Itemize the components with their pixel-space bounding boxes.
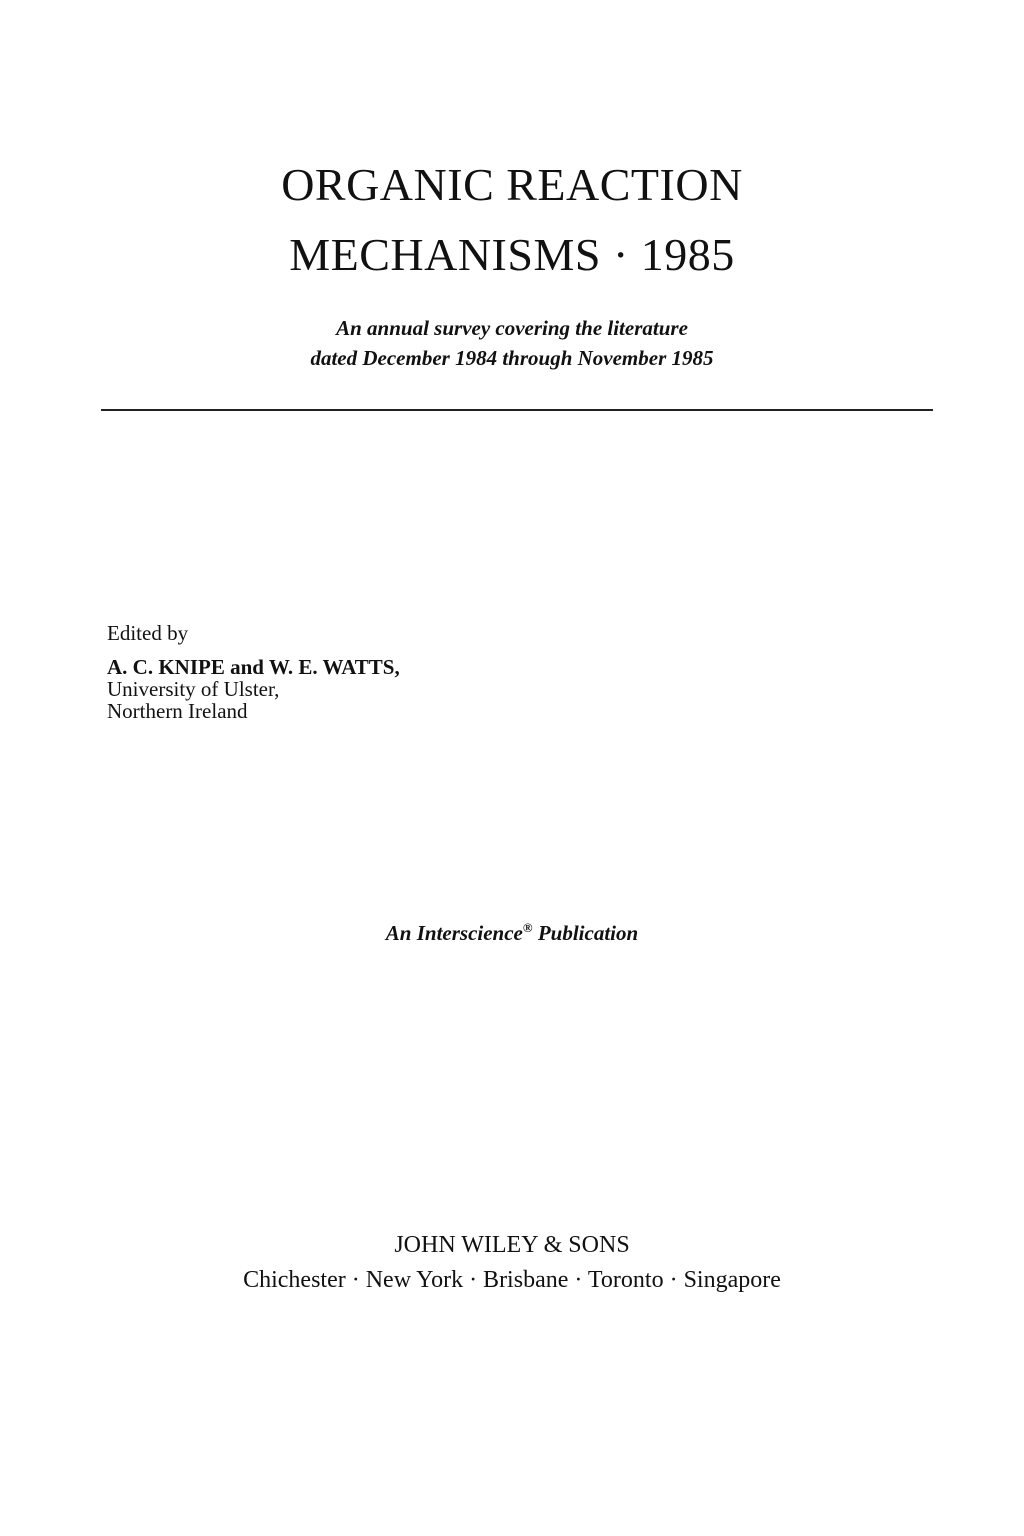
publisher-name: JOHN WILEY & SONS — [394, 1232, 630, 1258]
publisher-block — [0, 1228, 1024, 1298]
book-title-line-1: ORGANIC REACTION — [281, 159, 743, 210]
affiliation-line-2: Northern Ireland — [107, 699, 248, 723]
publisher-locations: Chichester · New York · Brisbane · Toronto · Singapore — [243, 1267, 781, 1293]
edited-by-label: Edited by — [107, 621, 189, 645]
editors-block — [107, 622, 400, 722]
book-title-line-2: MECHANISMS · 1985 — [289, 229, 735, 280]
subtitle — [0, 313, 1024, 373]
horizontal-rule — [101, 409, 933, 411]
editor-names: A. C. KNIPE and W. E. WATTS, — [107, 655, 400, 679]
registered-mark-icon: ® — [522, 920, 533, 935]
affiliation-line-1: University of Ulster, — [107, 677, 280, 701]
subtitle-line-2: dated December 1984 through November 1985 — [310, 346, 714, 370]
imprint-suffix: Publication — [532, 921, 639, 945]
imprint-prefix: An Interscience — [385, 921, 523, 945]
imprint-line — [0, 920, 1024, 946]
subtitle-line-1: An annual survey covering the literature — [336, 316, 688, 340]
